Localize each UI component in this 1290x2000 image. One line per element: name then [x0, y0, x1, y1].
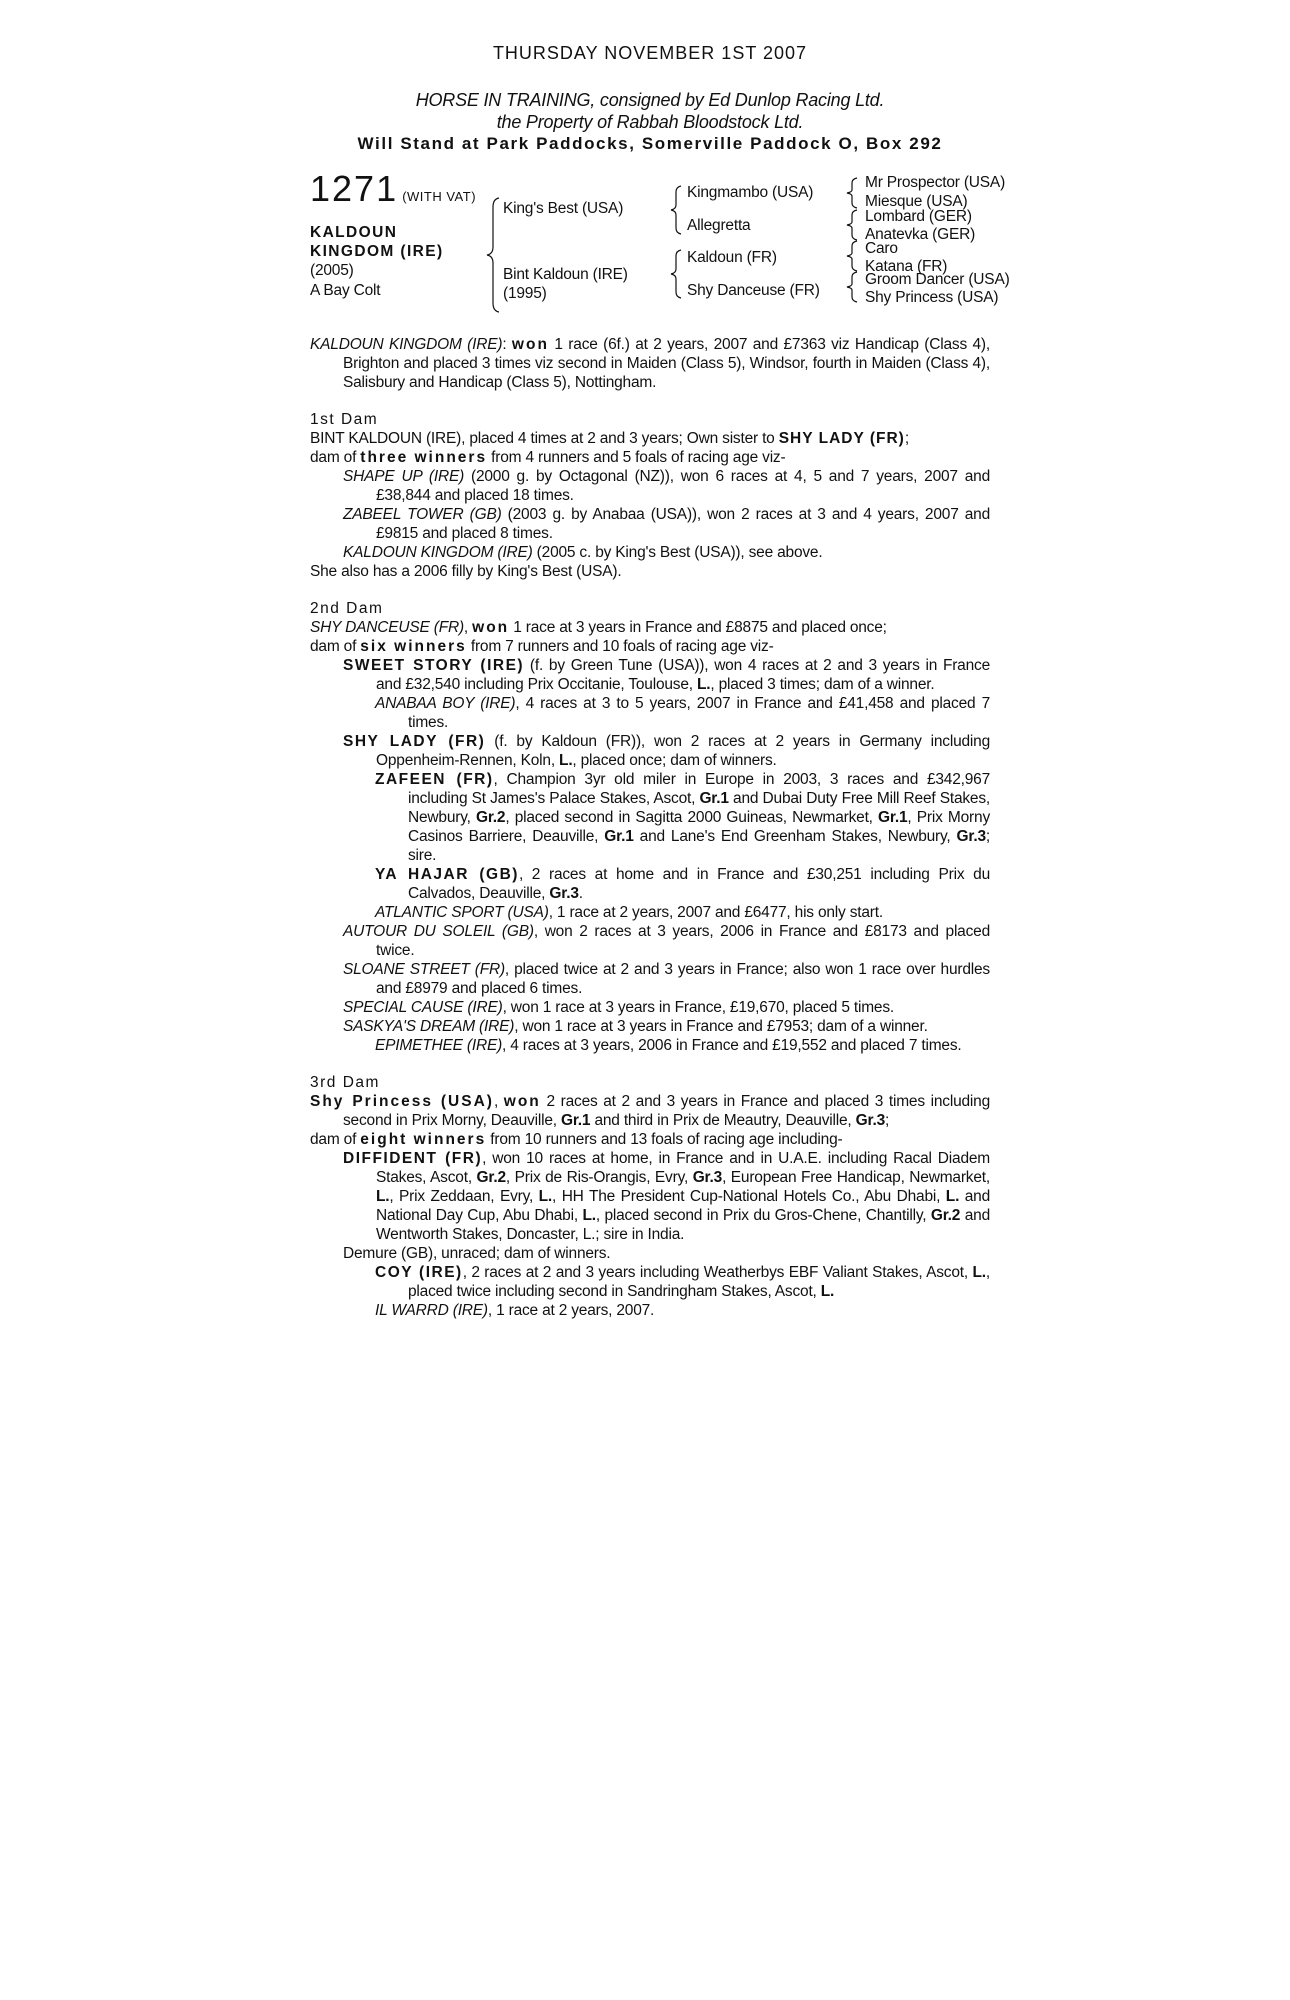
- third-dam-line2: [310, 1130, 990, 1149]
- grand-6: Katana (FR): [865, 258, 948, 275]
- produce-name: ZAFEEN (FR): [375, 771, 494, 788]
- summary-horse-name: KALDOUN KINGDOM (IRE): [310, 336, 503, 353]
- brace-g4: [846, 271, 858, 303]
- grand-1: Mr Prospector (USA): [865, 174, 1006, 191]
- produce-text: and Wentworth Stakes, Doncaster,: [376, 1207, 990, 1243]
- second-dam-name: SHY DANCEUSE (FR): [310, 619, 464, 636]
- produce-text: , won 2 races at 3 years, 2006 in France and £8173 and placed twice.: [376, 923, 990, 959]
- produce-text: , won 10 races at home, in France and in U.A.E. including Racal Diadem Stakes, Ascot,: [376, 1150, 990, 1186]
- vat-label: (WITH VAT): [402, 189, 477, 204]
- produce-name: COY (IRE): [375, 1264, 463, 1281]
- horse-description: A Bay Colt: [310, 282, 381, 299]
- produce-text: ; sire in India.: [595, 1226, 685, 1243]
- foaling-year: (2005): [310, 262, 354, 279]
- produce-text: , placed second in Sagitta 2000 Guineas, Newmarket,: [505, 809, 879, 826]
- produce-text: , 1 race at 2 years, 2007 and £6477, his only start.: [548, 904, 883, 921]
- produce-text: , European Free Handicap, Newmarket,: [722, 1169, 990, 1186]
- produce-name: SHAPE UP (IRE): [343, 468, 465, 485]
- produce-text: and Dubai Duty Free Mill Reef Stakes, Newbury,: [408, 790, 990, 826]
- produce-name: SASKYA'S DREAM (IRE): [343, 1018, 515, 1035]
- winners-count: six winners: [360, 638, 467, 655]
- race-grade: L.: [820, 1283, 835, 1300]
- produce-entry: [310, 656, 990, 694]
- pedigree-table: [310, 168, 1010, 331]
- produce-entry: [310, 694, 990, 732]
- race-grade: L.: [582, 1207, 596, 1224]
- sire-name: King's Best (USA): [503, 200, 624, 217]
- first-dam-line2: [310, 448, 990, 467]
- own-sister-name: SHY LADY (FR): [778, 430, 905, 447]
- produce-name: IL WARRD (IRE): [375, 1302, 488, 1319]
- runners-text: from 10 runners and 13 foals of racing age including-: [486, 1131, 843, 1148]
- produce-entry: [310, 770, 990, 865]
- dam-dam: Shy Danceuse (FR): [687, 282, 820, 299]
- produce-text: , 2 races at 2 and 3 years including Weatherbys EBF Valiant Stakes, Ascot,: [462, 1264, 973, 1281]
- produce-text: , placed twice at 2 and 3 years in France; also won 1 race over hurdles and £8979 and placed 6 times.: [376, 961, 990, 997]
- produce-name: SPECIAL CAUSE (IRE): [343, 999, 503, 1016]
- produce-text: , 1 race at 2 years, 2007.: [487, 1302, 655, 1319]
- race-grade: L.: [538, 1188, 553, 1205]
- race-grade: L.: [697, 676, 711, 693]
- dam-of-label: dam of: [310, 638, 361, 655]
- horse-name-line1: KALDOUN: [310, 224, 398, 241]
- winners-count: three winners: [360, 449, 488, 466]
- produce-name: ZABEEL TOWER (GB): [343, 506, 502, 523]
- stand-location: Will Stand at Park Paddocks, Somerville Paddock O, Box 292: [357, 134, 943, 153]
- first-dam-line1: [310, 429, 990, 448]
- produce-text: (f. by Kaldoun (FR)), won 2 races at 2 years in Germany including Oppenheim-Rennen, Koln,: [376, 733, 990, 769]
- grand-8: Shy Princess (USA): [865, 289, 999, 306]
- produce-text: , placed 3 times; dam of a winner.: [710, 676, 935, 693]
- produce-name: DIFFIDENT (FR): [343, 1150, 483, 1167]
- dam-of-label: dam of: [310, 1131, 361, 1148]
- filly-note: She also has a 2006 filly by King's Best (USA).: [310, 563, 622, 580]
- dam-sire: Kaldoun (FR): [687, 249, 777, 266]
- grand-4: Anatevka (GER): [865, 226, 976, 243]
- consignor-line: HORSE IN TRAINING, consigned by Ed Dunlop Racing Ltd.: [415, 90, 885, 110]
- produce-name: SWEET STORY (IRE): [343, 657, 525, 674]
- race-grade: Gr.1: [699, 790, 729, 807]
- third-dam-text: ;: [885, 1112, 890, 1129]
- race-grade: L.: [945, 1188, 960, 1205]
- produce-text: , Prix de Ris-Orangis, Evry,: [505, 1169, 693, 1186]
- produce-text: , 4 races at 3 to 5 years, 2007 in France and £41,458 and placed 7 times.: [408, 695, 990, 731]
- third-dam-text: and third in Prix de Meautry, Deauville,: [590, 1112, 856, 1129]
- produce-text: and Lane's End Greenham Stakes, Newbury,: [633, 828, 957, 845]
- produce-entry: [310, 732, 990, 770]
- brace-dam-parents: [670, 249, 682, 299]
- produce-entry: [310, 922, 990, 960]
- produce-entry: [310, 1036, 990, 1055]
- race-grade: Gr.3: [956, 828, 986, 845]
- produce-text: , placed second in Prix du Gros-Chene, Chantilly,: [595, 1207, 931, 1224]
- produce-text: , won 1 race at 3 years in France, £19,670, placed 5 times.: [502, 999, 894, 1016]
- lot-summary: KALDOUN KINGDOM (IRE): won 1 race (6f.) at 2 years, 2007 and £7363 viz Handicap (Class 4), Brighton and placed 3 times viz second in Maiden (Class 5), Windsor, fourth in Maiden (Class 4), Salisbury and Handicap (Class 5), Nottingham.: [310, 336, 990, 391]
- third-dam-heading: 3rd Dam: [310, 1074, 380, 1091]
- produce-entry: Demure (GB), unraced; dam of winners.: [343, 1245, 611, 1262]
- produce-name: SLOANE STREET (FR): [343, 961, 505, 978]
- produce-entry: [310, 998, 990, 1017]
- produce-text: (f. by Green Tune (USA)), won 4 races at 2 and 3 years in France and £32,540 including Prix Occitanie, Toulouse,: [376, 657, 990, 693]
- produce-entry: [310, 467, 990, 505]
- produce-name: YA HAJAR (GB): [375, 866, 519, 883]
- produce-entry: [310, 505, 990, 543]
- produce-text: (2003 g. by Anabaa (USA)), won 2 races at 3 and 4 years, 2007 and £9815 and placed 8 times.: [376, 506, 990, 542]
- brace-g2: [846, 209, 858, 241]
- lot-number: 1271: [310, 168, 399, 209]
- horse-name-line2: KINGDOM (IRE): [310, 243, 444, 260]
- produce-text: , Prix Zeddaan, Evry,: [389, 1188, 539, 1205]
- produce-entry: [310, 1017, 990, 1036]
- race-grade: Gr.3: [855, 1112, 885, 1129]
- race-grade: Gr.2: [475, 809, 506, 826]
- produce-text: (2000 g. by Octagonal (NZ)), won 6 races at 4, 5 and 7 years, 2007 and £38,844 and placed 18 times.: [376, 468, 991, 504]
- race-grade: Gr.2: [930, 1207, 961, 1224]
- dam-of-label: dam of: [310, 449, 361, 466]
- race-grade: L.: [972, 1264, 986, 1281]
- brace-sire-parents: [670, 185, 682, 235]
- brace-sire-dam: [486, 197, 500, 313]
- produce-entry: [310, 543, 990, 562]
- produce-name: SHY LADY (FR): [343, 733, 486, 750]
- winners-count: eight winners: [360, 1131, 487, 1148]
- produce-entry: [310, 1301, 990, 1320]
- race-grade: Gr.2: [476, 1169, 506, 1186]
- second-dam-heading: 2nd Dam: [310, 600, 384, 617]
- first-dam-text: BINT KALDOUN (IRE), placed 4 times at 2 and 3 years; Own sister to: [310, 430, 779, 447]
- race-grade: Gr.1: [878, 809, 908, 826]
- produce-name: ATLANTIC SPORT (USA): [375, 904, 549, 921]
- first-dam-heading: 1st Dam: [310, 411, 379, 428]
- produce-text: , placed once; dam of winners.: [572, 752, 777, 769]
- race-grade: Gr.3: [549, 885, 579, 902]
- produce-text: and National Day Cup, Abu Dhabi,: [376, 1188, 990, 1224]
- dam-name: Bint Kaldoun (IRE): [503, 266, 628, 283]
- owner-line: the Property of Rabbah Bloodstock Ltd.: [496, 112, 804, 132]
- produce-text: , 2 races at home and in France and £30,251 including Prix du Calvados, Deauville,: [408, 866, 990, 902]
- brace-g3: [846, 240, 858, 272]
- runners-text: from 7 runners and 10 foals of racing age viz-: [466, 638, 774, 655]
- third-dam-line1: Shy Princess (USA), won 2 races at 2 and 3 years in France and placed 3 times including second in Prix Morny, Deauville, Gr.1 and third in Prix de Meautry, Deauville, Gr.3;: [310, 1093, 990, 1129]
- produce-entry: [310, 960, 990, 998]
- won-label: won: [472, 619, 510, 636]
- brace-g1: [846, 177, 858, 209]
- race-grade: L.: [582, 1226, 596, 1243]
- third-dam-text: 2 races at 2 and 3 years in France and placed 3 times including second in Prix Morny, Deauville,: [343, 1093, 990, 1129]
- race-grade: Gr.1: [604, 828, 634, 845]
- third-dam-name: Shy Princess (USA): [310, 1093, 494, 1110]
- produce-name: ANABAA BOY (IRE): [375, 695, 516, 712]
- second-dam-line2: [310, 637, 990, 656]
- produce-text: , 4 races at 3 years, 2006 in France and £19,552 and placed 7 times.: [502, 1037, 962, 1054]
- grand-7: Groom Dancer (USA): [865, 271, 1010, 288]
- produce-name: EPIMETHEE (IRE): [375, 1037, 503, 1054]
- first-dam-punct: ;: [904, 430, 909, 447]
- summary-text: 1 race (6f.) at 2 years, 2007 and £7363 viz Handicap (Class 4), Brighton and placed 3 times viz second in Maiden (Class 5), Windsor, fourth in Maiden (Class 4), Salisbury and Handicap (Class 5), Nottingham.: [343, 336, 990, 391]
- runners-text: from 4 runners and 5 foals of racing age viz-: [487, 449, 786, 466]
- sale-date: THURSDAY NOVEMBER 1ST 2007: [492, 43, 808, 63]
- produce-text: , placed twice including second in Sandringham Stakes, Ascot,: [408, 1264, 990, 1300]
- race-grade: Gr.3: [692, 1169, 723, 1186]
- grand-3: Lombard (GER): [865, 208, 972, 225]
- race-grade: L.: [376, 1188, 390, 1205]
- lot-number-line: [310, 168, 477, 209]
- sire-dam: Allegretta: [687, 217, 751, 234]
- produce-text: ; sire.: [408, 828, 990, 864]
- produce-entry: [310, 1149, 990, 1244]
- produce-entry: [310, 1263, 990, 1301]
- second-dam-line1: SHY DANCEUSE (FR), won 1 race at 3 years in France and £8875 and placed once;: [310, 619, 887, 636]
- won-label: won: [503, 1093, 541, 1110]
- race-grade: L.: [559, 752, 573, 769]
- grand-2: Miesque (USA): [865, 193, 968, 210]
- produce-text: .: [578, 885, 583, 902]
- produce-name: KALDOUN KINGDOM (IRE): [343, 544, 533, 561]
- produce-text: (2005 c. by King's Best (USA)), see above.: [532, 544, 823, 561]
- summary-won: won: [511, 336, 549, 353]
- dam-year: (1995): [503, 285, 547, 302]
- produce-name: AUTOUR DU SOLEIL (GB): [343, 923, 534, 940]
- produce-entry: [310, 865, 990, 903]
- produce-text: , Champion 3yr old miler in Europe in 2003, 3 races and £342,967 including St James's Palace Stakes, Ascot,: [408, 771, 991, 807]
- produce-entry: [310, 903, 990, 922]
- sire-sire: Kingmambo (USA): [687, 184, 814, 201]
- race-grade: Gr.1: [560, 1112, 591, 1129]
- catalogue-page: [310, 43, 1010, 1320]
- produce-text: , HH The President Cup-National Hotels Co., Abu Dhabi,: [552, 1188, 946, 1205]
- produce-text: , won 1 race at 3 years in France and £7953; dam of a winner.: [514, 1018, 928, 1035]
- grand-5: Caro: [865, 240, 898, 257]
- produce-text: , Prix Morny Casinos Barriere, Deauville,: [408, 809, 990, 845]
- second-dam-text: 1 race at 3 years in France and £8875 and placed once;: [509, 619, 887, 636]
